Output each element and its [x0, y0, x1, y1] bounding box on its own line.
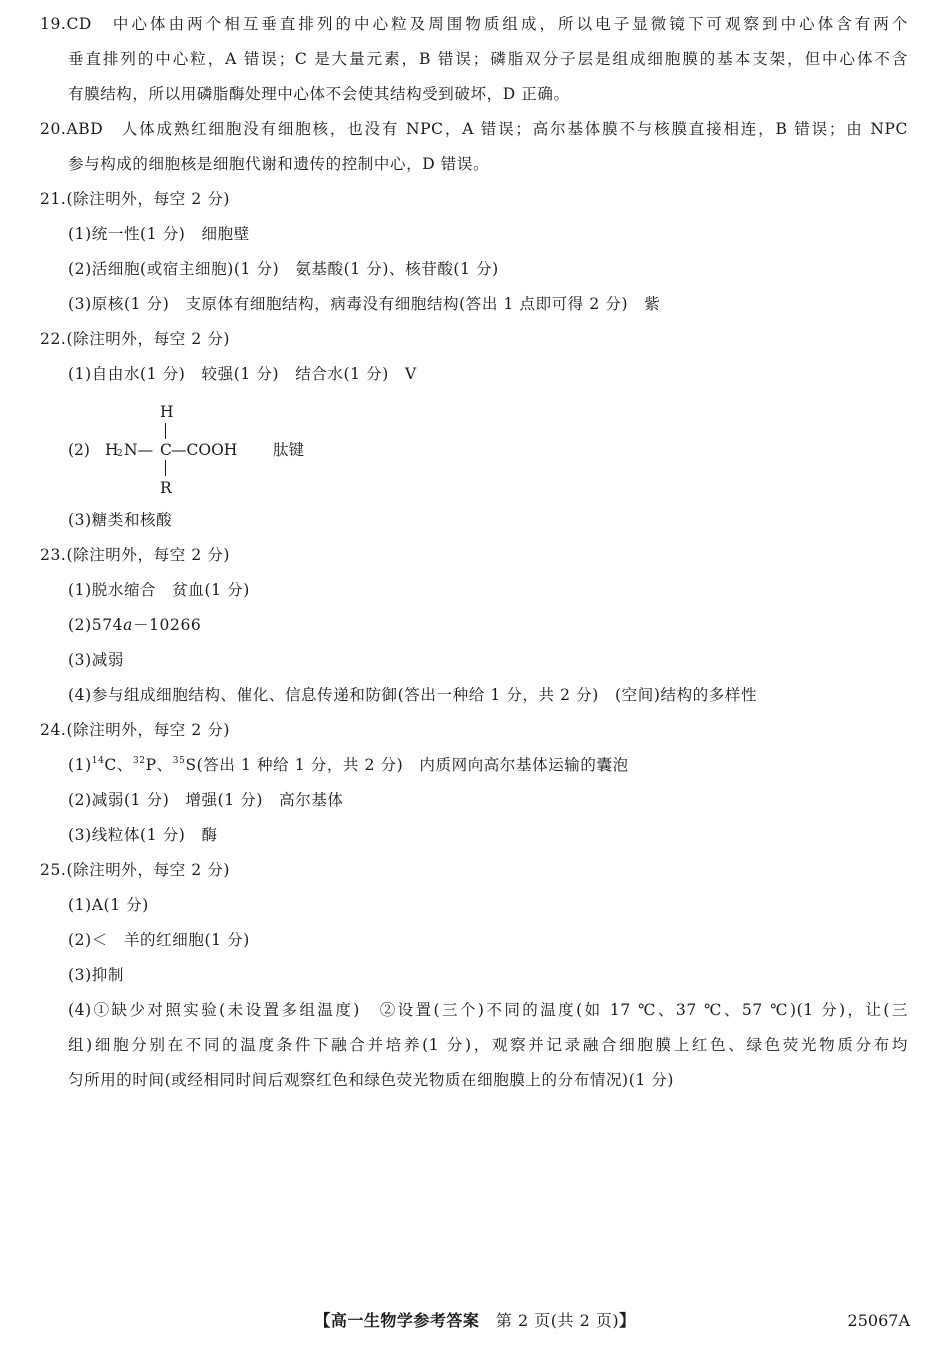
q25-part-4-line-1: (4)①缺少对照实验(未设置多组温度) ②设置(三个)不同的温度(如 17 ℃、37 ℃、57 ℃)(1 分)，让(三 — [68, 1001, 908, 1019]
isotope-p-mass: 32 — [132, 755, 146, 766]
q23-part-3: (3)减弱 — [68, 651, 124, 669]
q22-part-2-answer: 肽键 — [273, 441, 305, 459]
q19-line-3: 有膜结构，所以用磷脂酶处理中心体不会使其结构受到破坏，D 正确。 — [68, 85, 570, 103]
q20-line-2: 参与构成的细胞核是细胞代谢和遗传的控制中心，D 错误。 — [68, 155, 490, 173]
q23-part-1: (1)脱水缩合 贫血(1 分) — [68, 581, 250, 599]
footer-open-bracket: 【 — [314, 1311, 331, 1330]
q23-heading: 23.(除注明外，每空 2 分) — [40, 546, 231, 564]
q23-part-4: (4)参与组成细胞结构、催化、信息传递和防御(答出一种给 1 分，共 2 分) (空间)结构的多样性 — [68, 686, 758, 704]
q25-part-1: (1)A(1 分) — [68, 896, 149, 914]
page-footer — [0, 1310, 950, 1332]
q25-heading: 25.(除注明外，每空 2 分) — [40, 861, 231, 879]
q25-part-4-line-2: 组)细胞分别在不同的温度条件下融合并培养(1 分)，观察并记录融合细胞膜上红色、绿色荧光物质分布均 — [68, 1036, 908, 1054]
q21-part-1: (1)统一性(1 分) 细胞壁 — [68, 225, 250, 243]
formula-r-group: R — [160, 479, 172, 497]
document-code: 25067A — [847, 1311, 910, 1330]
footer-title: 高一生物学参考答案 — [330, 1311, 480, 1330]
q25-part-2: (2)＜ 羊的红细胞(1 分) — [68, 931, 250, 949]
q25-part-3: (3)抑制 — [68, 966, 124, 984]
q22-part-1: (1)自由水(1 分) 较强(1 分) 结合水(1 分) Ⅴ — [68, 365, 417, 383]
isotope-p-element: P、 — [145, 756, 173, 774]
footer-page-number: 第 2 页(共 2 页) — [479, 1311, 620, 1330]
q24-part-2: (2)减弱(1 分) 增强(1 分) 高尔基体 — [68, 791, 344, 809]
formula-amino-n: N— — [124, 441, 154, 459]
formula-top-bond — [165, 423, 166, 439]
q24-heading: 24.(除注明外，每空 2 分) — [40, 721, 231, 739]
q23-part-2-suffix: －10266 — [132, 616, 202, 634]
q19-line-2: 垂直排列的中心粒，A 错误；C 是大量元素，B 错误；磷脂双分子层是组成细胞膜的基本支架，但中心体不含 — [68, 50, 908, 68]
q20-line-1: 20.ABD 人体成熟红细胞没有细胞核，也没有 NPC，A 错误；高尔基体膜不与核膜直接相连，B 错误；由 NPC — [40, 120, 908, 138]
formula-subscript-2: 2 — [117, 449, 123, 459]
q19-line-1: 19.CD 中心体由两个相互垂直排列的中心粒及周围物质组成，所以电子显微镜下可观察到中心体含有两个 — [40, 15, 908, 33]
formula-carboxyl: —COOH — [171, 441, 238, 459]
q24-part-1-rest: (答出 1 种给 1 分，共 2 分) 内质网向高尔基体运输的囊泡 — [196, 756, 629, 774]
q22-part-2-label: (2) — [68, 441, 90, 459]
isotope-s-element: S — [185, 756, 197, 774]
q23-part-2 — [68, 615, 201, 635]
isotope-c-mass: 14 — [91, 755, 105, 766]
formula-bottom-bond — [165, 460, 166, 476]
q22-heading: 22.(除注明外，每空 2 分) — [40, 330, 231, 348]
q21-part-2: (2)活细胞(或宿主细胞)(1 分) 氨基酸(1 分)、核苷酸(1 分) — [68, 260, 499, 278]
amino-acid-structural-formula — [68, 398, 388, 498]
formula-top-h: H — [160, 403, 174, 421]
q24-part-3: (3)线粒体(1 分) 酶 — [68, 826, 218, 844]
q21-heading: 21.(除注明外，每空 2 分) — [40, 190, 231, 208]
q22-part-3: (3)糖类和核酸 — [68, 511, 173, 529]
q24-part-1 — [68, 755, 629, 775]
formula-alpha-carbon: C — [160, 441, 172, 459]
q23-part-2-variable: a — [123, 616, 133, 634]
isotope-c-element: C、 — [104, 756, 133, 774]
q25-part-4-line-3: 匀所用的时间(或经相同时间后观察红色和绿色荧光物质在细胞膜上的分布情况)(1 分) — [68, 1071, 675, 1089]
q24-part-1-label: (1) — [68, 756, 92, 774]
q23-part-2-prefix: (2)574 — [68, 616, 124, 634]
footer-close-bracket: 】 — [619, 1311, 636, 1330]
formula-amino-h: H — [105, 441, 119, 459]
q21-part-3: (3)原核(1 分) 支原体有细胞结构，病毒没有细胞结构(答出 1 点即可得 2 分) 紫 — [68, 295, 661, 313]
isotope-s-mass: 35 — [172, 755, 186, 766]
